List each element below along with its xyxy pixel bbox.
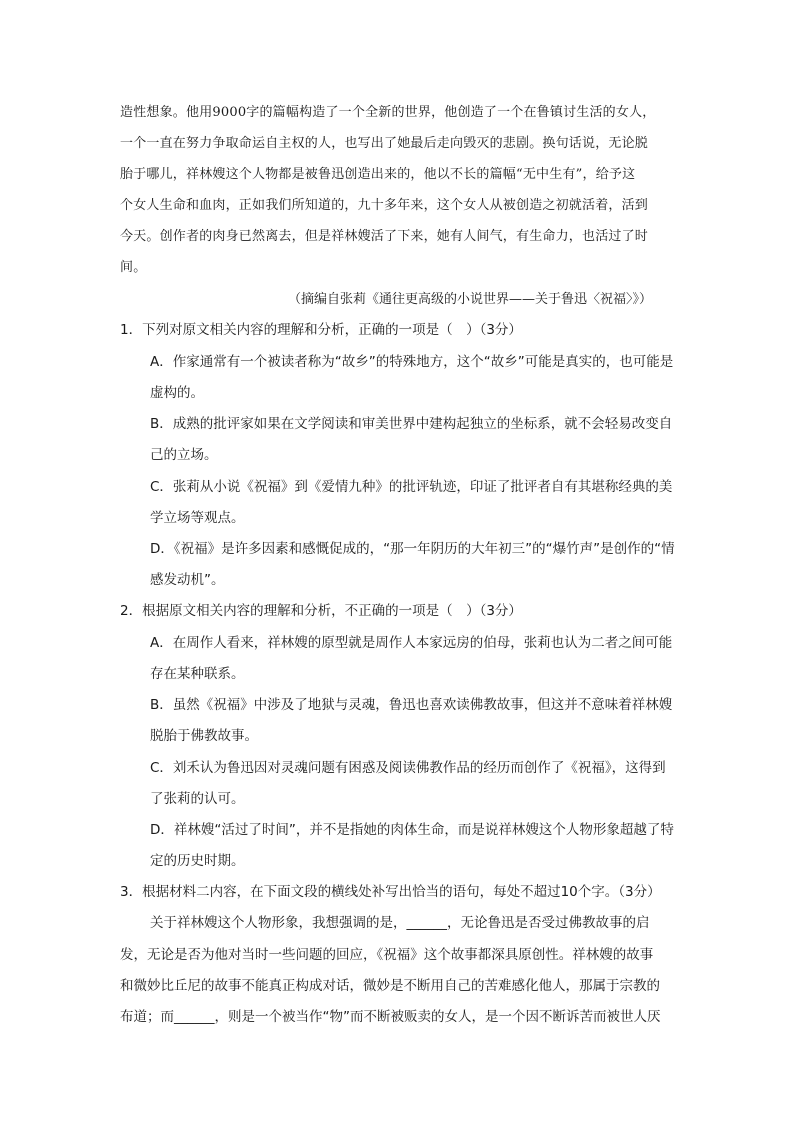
passage-line: 造性想象。他用9000字的篇幅构造了一个全新的世界，他创造了一个在鲁镇讨生活的女人， [120,105,656,120]
option-line: 定的历史时期。 [150,853,245,869]
option-line: D．祥林嫂“活过了时间”，并不是指她的肉体生命，而是说祥林嫂这个人物形象超越了特 [150,822,674,838]
paragraph-line: 关于祥林嫂这个人物形象，我想强调的是，______，无论鲁迅是否受过佛教故事的启 [150,915,650,931]
paragraph-line: 布道；而______，则是一个被当作“物”而不断被贩卖的女人，是一个因不断诉苦而被世人厌 [120,1009,661,1025]
passage-line: 一个一直在努力争取命运自主权的人，也写出了她最后走向毁灭的悲剧。换句话说，无论脱 [120,136,649,151]
option-line: C．张莉从小说《祝福》到《爱情九种》的批评轨迹，印证了批评者自有其堪称经典的美 [150,479,673,495]
option-line: 己的立场。 [150,447,218,463]
passage-line: 个女人生命和血肉，正如我们所知道的，九十多年来，这个女人从被创造之初就活着，活到 [120,198,649,213]
passage-line: 胎于哪儿，祥林嫂这个人物都是被鲁迅创造出来的，他以不长的篇幅“无中生有”，给予这 [120,167,636,182]
paragraph-line: 发，无论是否为他对当时一些问题的回应，《祝福》这个故事都深具原创性。祥林嫂的故事 [120,947,654,963]
option-line: A．作家通常有一个被读者称为“故乡”的特殊地方，这个“故乡”可能是真实的，也可能是 [150,354,674,370]
passage-source: （摘编自张莉《通往更高级的小说世界——关于鲁迅〈祝福〉》） [288,292,653,307]
option-line: A．在周作人看来，祥林嫂的原型就是周作人本家远房的伯母，张莉也认为二者之间可能 [150,635,673,651]
option-line: C．刘禾认为鲁迅因对灵魂问题有困惑及阅读佛教作品的经历而创作了《祝福》，这得到 [150,760,666,776]
paragraph-line: 和微妙比丘尼的故事不能真正构成对话，微妙是不断用自己的苦难感化他人，那属于宗教的 [120,978,660,994]
option-line: B．成熟的批评家如果在文学阅读和审美世界中建构起独立的坐标系，就不会轻易改变自 [150,416,673,432]
option-line: B．虽然《祝福》中涉及了地狱与灵魂，鲁迅也喜欢读佛教故事，但这并不意味着祥林嫂 [150,697,673,713]
option-line: D．《祝福》是许多因素和感慨促成的，“那一年阴历的大年初三”的“爆竹声”是创作的“情 [150,541,675,557]
passage-line: 今天。创作者的肉身已然离去，但是祥林嫂活了下来，她有人间气，有生命力，也活过了时 [120,229,649,244]
passage-line: 间。 [120,260,147,275]
option-line: 脱胎于佛教故事。 [150,728,258,744]
option-line: 学立场等观点。 [150,510,245,526]
question-stem: 3．根据材料二内容，在下面文段的横线处补写出恰当的语句，每处不超过10个字。（3分） [120,884,661,900]
question-stem: 2．根据原文相关内容的理解和分析，不正确的一项是（ ）（3分） [120,603,522,619]
question-stem: 1．下列对原文相关内容的理解和分析，正确的一项是（ ）（3分） [120,322,522,338]
option-line: 存在某种联系。 [150,666,245,682]
option-line: 虚构的。 [150,385,204,401]
option-line: 感发动机”。 [150,572,225,588]
option-line: 了张莉的认可。 [150,791,245,807]
